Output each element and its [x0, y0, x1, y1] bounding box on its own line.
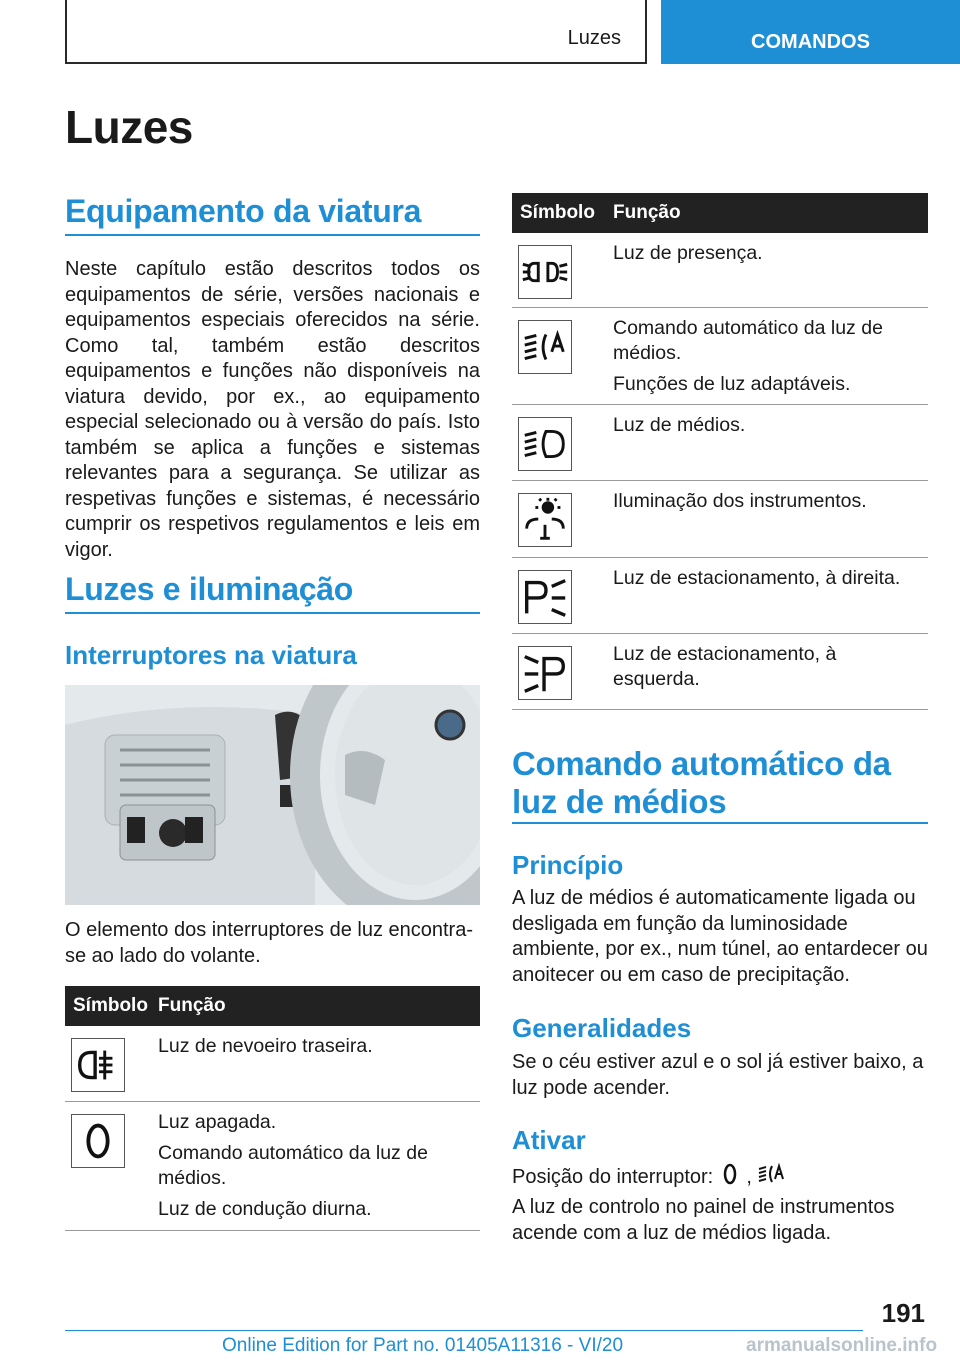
heading-comando-automatico [512, 745, 891, 821]
table-row [65, 1026, 480, 1102]
table-left-row-2-text [158, 1110, 476, 1228]
table-right-row-3-text [613, 413, 924, 444]
function-line: Luz de presença. [613, 242, 763, 264]
heading-comando-line-1: Comando automático da [512, 745, 891, 782]
function-line: Comando automático da luz de médios. [158, 1142, 428, 1189]
subheading-generalidades: Generalidades [512, 1013, 692, 1043]
switch-position-line [512, 1161, 928, 1195]
instrument-lighting-icon [518, 493, 572, 547]
function-line: Luz de estacionamento, à esquerda. [613, 643, 837, 690]
equipamento-body: Neste capítulo estão descritos todos os equipamentos de série, versões nacionais e equipamentos especiais oferecidos na série. Como tal, também estão descritos equipamentos e funções não disponíveis na viatura devido, por ex., ao equipamento especial selecionado ou à versão do país. Isto também se aplica a funções e sistemas relevantes para a segurança. Se utilizar as respetivas funções e sistemas, é necessário cumprir os respetivos regulamentos e leis em vigor. [65, 258, 480, 561]
table-row [512, 558, 928, 634]
subheading-principio: Princípio [512, 850, 624, 880]
rule-comando [512, 822, 928, 824]
function-line: Luz de estacionamento, à direita. [613, 567, 901, 589]
function-line: Funções de luz adaptáveis. [613, 373, 851, 395]
function-line: Comando automático da luz de médios. [613, 317, 883, 364]
rear-fog-light-icon [71, 1038, 125, 1092]
function-line: Luz de médios. [613, 414, 746, 436]
footer-edition: Online Edition for Part no. 01405A11316 - VI/20 [222, 1335, 624, 1356]
table-row [65, 1102, 480, 1231]
header-section-box [65, 0, 647, 64]
auto-headlight-icon [518, 320, 572, 374]
table-left-col-function: Função [158, 995, 226, 1016]
light-off-zero-icon [719, 1161, 741, 1195]
generalidades-body: Se o céu estiver azul e o sol já estiver baixo, a luz pode acender. [512, 1051, 924, 1099]
heading-luzes-iluminacao: Luzes e iluminação [65, 571, 354, 607]
table-row [512, 308, 928, 405]
table-left-col-symbol: Símbolo [73, 995, 148, 1016]
symbol-table-left [65, 986, 480, 1231]
light-off-zero-icon [71, 1114, 125, 1168]
function-line: Iluminação dos instrumentos. [613, 490, 867, 512]
dashboard-illustration [65, 685, 480, 905]
header-section-label: Luzes [567, 27, 621, 49]
table-row [512, 634, 928, 710]
low-beam-icon [518, 417, 572, 471]
table-right-header [512, 193, 928, 233]
table-right-row-5-text [613, 566, 924, 597]
header-chapter-tab[interactable]: COMANDOS [661, 0, 960, 64]
ativar-body: A luz de controlo no painel de instrumentos acende com a luz de médios ligada. [512, 1196, 895, 1244]
table-row [512, 405, 928, 481]
rule-luzes-iluminacao [65, 612, 480, 614]
function-line: Luz apagada. [158, 1111, 277, 1133]
subheading-interruptores: Interruptores na viatura [65, 640, 357, 670]
table-right-row-4-text [613, 489, 924, 520]
page-number: 191 [881, 1298, 925, 1328]
auto-headlight-icon [757, 1161, 787, 1195]
subheading-ativar: Ativar [512, 1125, 586, 1155]
table-right-col-function: Função [613, 202, 681, 223]
heading-equipamento: Equipamento da viatura [65, 193, 422, 229]
heading-comando-line-2: luz de médios [512, 783, 727, 820]
table-right-row-2-text [613, 316, 924, 403]
switch-position-separator: , [746, 1166, 752, 1189]
switch-caption: O elemento dos interruptores de luz encontra-se ao lado do volante. [65, 919, 473, 967]
rule-equipamento [65, 234, 480, 236]
function-line: Luz de condução diurna. [158, 1198, 372, 1220]
parking-light-left-icon [518, 646, 572, 700]
dashboard-switch-photo [65, 685, 480, 905]
table-right-row-6-text [613, 642, 924, 698]
function-line: Luz de nevoeiro traseira. [158, 1035, 373, 1057]
symbol-table-right [512, 193, 928, 710]
table-right-col-symbol: Símbolo [520, 202, 595, 223]
table-row [512, 233, 928, 308]
page-title: Luzes [65, 101, 193, 153]
table-row [512, 481, 928, 558]
parking-light-right-icon [518, 570, 572, 624]
parking-light-icon [518, 245, 572, 299]
footer-watermark: armanualsonline.info [746, 1335, 938, 1356]
switch-position-label: Posição do interruptor: [512, 1166, 714, 1189]
table-right-row-1-text [613, 241, 924, 272]
footer-rule [65, 1330, 863, 1331]
table-left-header [65, 986, 480, 1026]
table-left-row-1-text [158, 1034, 476, 1065]
principio-body: A luz de médios é automaticamente ligada ou desligada em função da luminosidade ambiente, por ex., num túnel, ao entardecer ou anoitecer ou em caso de precipitação. [512, 887, 928, 986]
